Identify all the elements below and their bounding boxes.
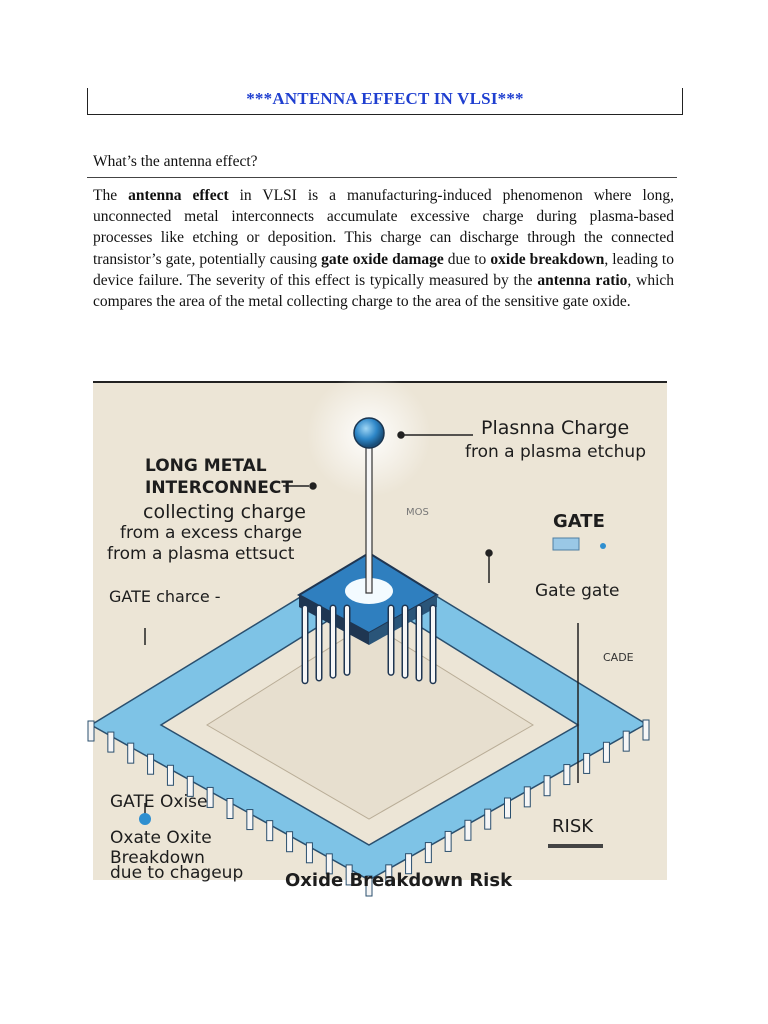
pin: [287, 832, 293, 852]
plasma-source-label: fron a plasma etchup: [465, 442, 646, 462]
document-title: ***ANTENNA EFFECT IN VLSI***: [246, 89, 524, 108]
excess-charge-label: from a excess charge: [120, 523, 303, 543]
paragraph-text: due to: [443, 250, 491, 268]
bottom-caption: Oxide Breakdown Risk: [285, 870, 513, 891]
pin: [643, 720, 649, 740]
bold-term: antenna ratio: [537, 271, 628, 289]
pin: [88, 721, 94, 741]
pin: [425, 843, 431, 863]
question-divider: [87, 177, 677, 178]
bold-term: antenna effect: [128, 187, 229, 204]
pin: [207, 787, 213, 807]
paragraph-text: , which compares the area of the metal collecting charge to the area of the sensitive gate oxide.: [93, 271, 675, 311]
bold-term: gate oxide damage: [321, 250, 444, 268]
gate-gate-label: Gate gate: [535, 581, 620, 601]
gate-marks: [553, 538, 606, 550]
paragraph-text: , leading to device failure. The severity of this effect is typically measured by the: [93, 250, 674, 289]
pin: [167, 765, 173, 785]
pin: [227, 799, 233, 819]
pin: [306, 843, 312, 863]
title-box: [87, 88, 683, 115]
pin: [623, 731, 629, 751]
body-paragraph: [93, 185, 674, 312]
pin: [505, 798, 511, 818]
bold-term: oxide breakdown: [490, 250, 605, 268]
pin: [148, 754, 154, 774]
pin: [267, 821, 273, 841]
collecting-charge-label: collecting charge: [143, 501, 306, 523]
pin: [485, 809, 491, 829]
pin: [584, 753, 590, 773]
pin: [603, 742, 609, 762]
section-question: What’s the antenna effect?: [93, 153, 258, 170]
gate-oxise-label: GATE Oxise: [110, 792, 208, 812]
pin: [247, 810, 253, 830]
plasma-charge-label: Plasnna Charge: [481, 417, 630, 439]
pin: [524, 787, 530, 807]
plasma-etch-label: from a plasma ettsuct: [107, 544, 295, 564]
paragraph-text: The: [93, 187, 129, 204]
cade-label: CADE: [603, 651, 634, 664]
paragraph-text: in VLSI is a manufacturing-induced phenomenon where long, unconnected metal interconnects accumulate excessive charge during plasma-based processes like etching or deposition. This charge can discharge through the connected transistor’s gate, potentially causing: [93, 187, 674, 268]
gate-label: GATE: [553, 511, 605, 532]
pin: [544, 776, 550, 796]
interconnect-label: INTERCONNECT: [145, 478, 293, 498]
mos-label: MOS: [406, 507, 429, 518]
pin: [465, 820, 471, 840]
antenna-effect-illustration: [93, 383, 667, 891]
pin: [445, 831, 451, 851]
oxide-breakdown-line3: due to chageup: [110, 863, 244, 883]
oxide-breakdown-line2: Breakdown: [110, 848, 205, 868]
risk-marks: [548, 844, 603, 848]
oxide-breakdown-line1: Oxate Oxite: [110, 828, 212, 848]
long-metal-label: LONG METAL: [145, 456, 267, 476]
pin: [108, 732, 114, 752]
pin: [564, 765, 570, 785]
antenna-tip: [354, 418, 384, 448]
risk-label: RISK: [552, 816, 594, 837]
pin: [128, 743, 134, 763]
gate-charge-label: GATE charce -: [109, 587, 221, 606]
antenna-pole: [366, 443, 372, 593]
